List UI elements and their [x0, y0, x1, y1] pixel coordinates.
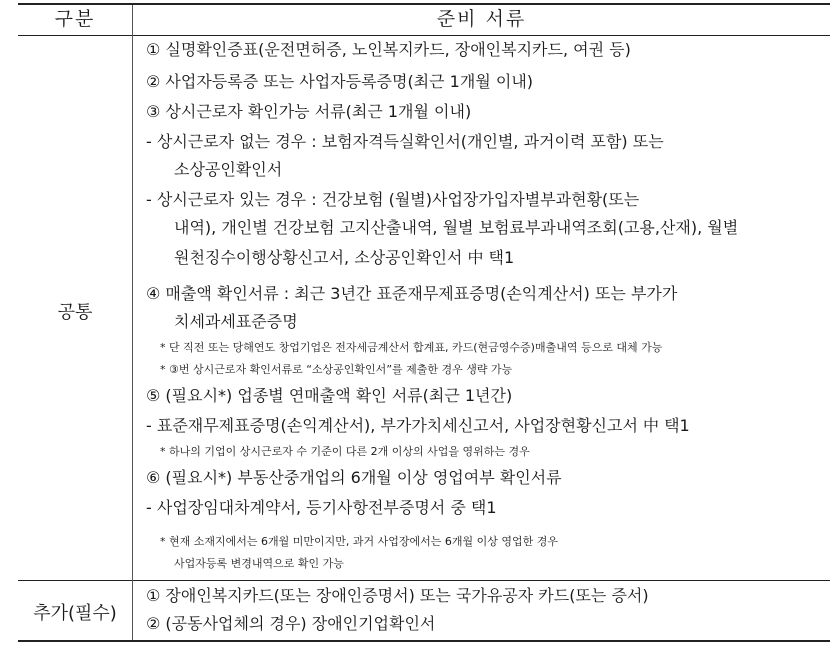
document-line: ① 실명확인증표(운전면허증, 노인복지카드, 장애인복지카드, 여권 등) — [146, 40, 631, 59]
document-line: ⑥ (필요시*) 부동산중개업의 6개월 이상 영업여부 확인서류 — [146, 468, 562, 487]
document-line: - 상시근로자 없는 경우 : 보험자격득실확인서(개인별, 과거이력 포함) 또는 — [146, 132, 664, 151]
footnote-line: 사업자등록 변경내역으로 확인 가능 — [174, 557, 344, 570]
document-line: ① 장애인복지카드(또는 장애인증명서) 또는 국가유공자 카드(또는 증서) — [146, 586, 649, 605]
header-category: 구분 — [54, 8, 96, 30]
footnote-line: * 현재 소재지에서는 6개월 미만이지만, 과거 사업장에서는 6개월 이상 영업한 경우 — [160, 535, 558, 548]
footnote-line: * ③번 상시근로자 확인서류로 “소상공인확인서”를 제출한 경우 생략 가능 — [160, 363, 513, 376]
document-line: - 상시근로자 있는 경우 : 건강보험 (월별)사업장가입자별부과현황(또는 — [146, 190, 640, 209]
header-rule — [18, 35, 830, 36]
document-line: ② (공동사업체의 경우) 장애인기업확인서 — [146, 614, 436, 633]
category-additional: 추가(필수) — [33, 603, 117, 624]
document-line: 소상공인확인서 — [174, 160, 283, 179]
footnote-line: * 하나의 기업이 상시근로자 수 기준이 다른 2개 이상의 사업을 영위하는 경우 — [160, 445, 530, 458]
document-line: ③ 상시근로자 확인가능 서류(최근 1개월 이내) — [146, 102, 472, 121]
document-line: ④ 매출액 확인서류 : 최근 3년간 표준재무제표증명(손익계산서) 또는 부가가 — [146, 284, 678, 303]
table-bottom-rule — [18, 640, 830, 642]
document-line: 내역), 개인별 건강보험 고지산출내역, 월별 보험료부과내역조회(고용,산재), 월별 — [174, 218, 739, 237]
document-line: 치세과세표준증명 — [174, 312, 298, 331]
column-divider — [132, 5, 133, 640]
footnote-line: * 단 직전 또는 당해연도 창업기업은 전자세금계산서 합계표, 카드(현금영수증)매출내역 등으로 대체 가능 — [160, 341, 663, 354]
category-common: 공통 — [57, 302, 93, 323]
document-line: - 표준재무제표증명(손익계산서), 부가가치세신고서, 사업장현황신고서 中 택1 — [146, 416, 690, 435]
header-documents: 준비 서류 — [436, 8, 527, 30]
document-line: ② 사업자등록증 또는 사업자등록증명(최근 1개월 이내) — [146, 72, 534, 91]
document-line: - 사업장임대차계약서, 등기사항전부증명서 중 택1 — [146, 498, 497, 517]
document-line: ⑤ (필요시*) 업종별 연매출액 확인 서류(최근 1년간) — [146, 386, 513, 405]
document-line: 원천징수이행상황신고서, 소상공인확인서 中 택1 — [174, 248, 515, 267]
section-divider — [18, 580, 830, 581]
